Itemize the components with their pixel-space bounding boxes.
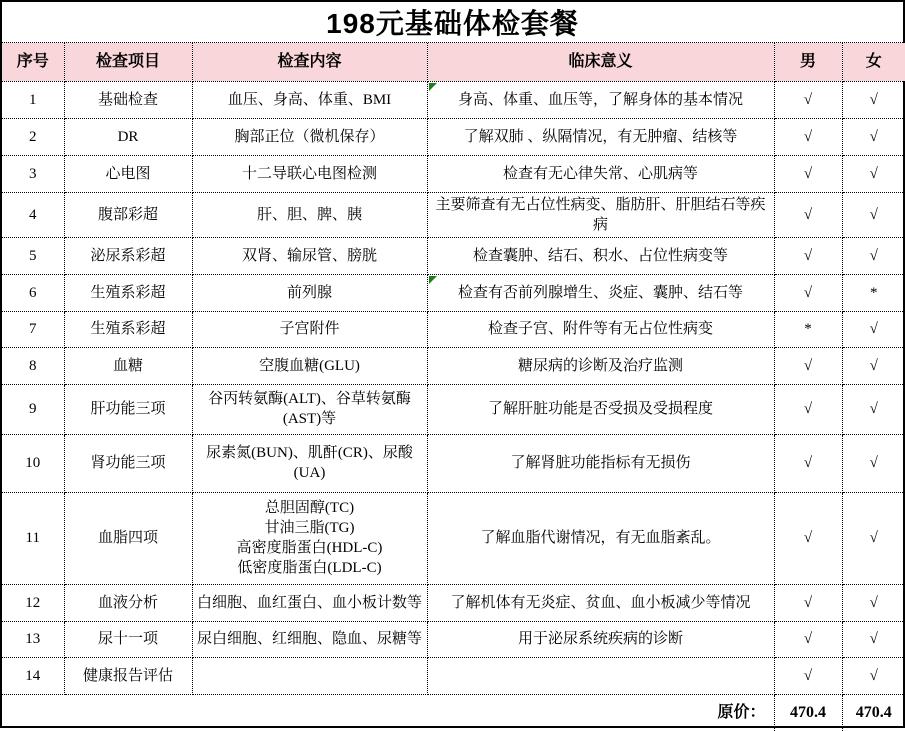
cell-clinical-meaning: [427, 237, 774, 274]
table-row: [2, 347, 905, 384]
cell-exam-item: 生殖系彩超: [64, 311, 192, 347]
table-row: [2, 384, 905, 434]
cell-male-mark: √: [774, 118, 842, 155]
cell-row-number: 2: [2, 118, 64, 155]
page-title: 198元基础体检套餐: [2, 2, 903, 43]
table-row: [2, 237, 905, 274]
cell-exam-item: 腹部彩超: [64, 192, 192, 237]
cell-male-mark: √: [774, 347, 842, 384]
clinical-meaning-text: 检查有无心律失常、心肌病等: [502, 165, 698, 182]
cell-exam-item: 血糖: [64, 347, 192, 384]
cell-clinical-meaning: [427, 434, 774, 492]
table-row: [2, 657, 905, 694]
clinical-meaning-text: 用于泌尿系统疾病的诊断: [517, 631, 683, 647]
cell-female-mark: √: [842, 311, 905, 347]
original-price-label: 原价：: [2, 694, 774, 731]
cell-male-mark: √: [774, 384, 842, 434]
exam-content-line: 低密度脂蛋白(LDL-C): [237, 560, 382, 576]
cell-female-mark: √: [842, 621, 905, 657]
cell-female-mark: √: [842, 657, 905, 694]
cell-clinical-meaning: [427, 384, 774, 434]
cell-clinical-meaning: [427, 274, 774, 311]
table-row: [2, 118, 905, 155]
table-row: [2, 492, 905, 584]
cell-clinical-meaning: [427, 192, 774, 237]
col-header-female: 女: [842, 43, 905, 81]
cell-female-mark: √: [842, 192, 905, 237]
cell-female-mark: √: [842, 492, 905, 584]
checkup-table: [2, 43, 905, 731]
cell-male-mark: √: [774, 492, 842, 584]
table-row: [2, 274, 905, 311]
cell-clinical-meaning: [427, 118, 774, 155]
cell-row-number: 13: [2, 621, 64, 657]
cell-clinical-meaning: [427, 621, 774, 657]
cell-clinical-meaning: [427, 311, 774, 347]
cell-row-number: 9: [2, 384, 64, 434]
cell-female-mark: √: [842, 434, 905, 492]
cell-row-number: 8: [2, 347, 64, 384]
cell-male-mark: √: [774, 274, 842, 311]
cell-exam-item: 健康报告评估: [64, 657, 192, 694]
clinical-meaning-text: 检查子宫、附件等有无占位性病变: [487, 321, 713, 337]
cell-exam-item: DR: [64, 118, 192, 155]
cell-exam-item: 生殖系彩超: [64, 274, 192, 311]
col-header-content: 检查内容: [192, 43, 427, 81]
cell-exam-item: 尿十一项: [64, 621, 192, 657]
cell-row-number: 7: [2, 311, 64, 347]
cell-exam-item: 基础检查: [64, 81, 192, 118]
cell-male-mark: √: [774, 621, 842, 657]
cell-clinical-meaning: [427, 155, 774, 192]
cell-exam-content: [192, 657, 427, 694]
cell-female-mark: *: [842, 274, 905, 311]
cell-exam-content: 白细胞、血红蛋白、血小板计数等: [192, 584, 427, 621]
cell-female-mark: √: [842, 237, 905, 274]
exam-content-line: 高密度脂蛋白(HDL-C): [236, 540, 383, 556]
table-header: [2, 43, 905, 81]
cell-female-mark: √: [842, 584, 905, 621]
cell-male-mark: √: [774, 584, 842, 621]
comment-marker-icon: [429, 276, 437, 284]
cell-exam-item: 血液分析: [64, 584, 192, 621]
exam-content-line: 甘油三脂(TG): [264, 520, 355, 536]
table-row: [2, 584, 905, 621]
cell-clinical-meaning: [427, 657, 774, 694]
table-row: [2, 311, 905, 347]
cell-female-mark: √: [842, 347, 905, 384]
cell-exam-content: 十二导联心电图检测: [192, 155, 427, 192]
clinical-meaning-text: 主要筛查有无占位性病变、脂肪肝、肝胆结石等疾病: [435, 196, 766, 233]
clinical-meaning-text: 了解机体有无炎症、贫血、血小板减少等情况: [450, 594, 751, 611]
table-row: [2, 192, 905, 237]
clinical-meaning-text: 检查囊肿、结石、积水、占位性病变等: [472, 247, 728, 264]
cell-male-mark: √: [774, 155, 842, 192]
cell-row-number: 11: [2, 492, 64, 584]
cell-row-number: 6: [2, 274, 64, 311]
cell-female-mark: √: [842, 155, 905, 192]
clinical-meaning-text: 了解肝脏功能是否受损及受损程度: [487, 401, 713, 417]
cell-row-number: 14: [2, 657, 64, 694]
clinical-meaning-text: 身高、体重、血压等，了解身体的基本情况: [457, 91, 743, 108]
cell-female-mark: √: [842, 81, 905, 118]
original-price-female: 470.4: [842, 694, 905, 731]
cell-exam-content: 空腹血糖(GLU): [192, 347, 427, 384]
original-price-male: 470.4: [774, 694, 842, 731]
clinical-meaning-text: 了解肾脏功能指标有无损伤: [510, 455, 691, 471]
cell-exam-item: 泌尿系彩超: [64, 237, 192, 274]
cell-male-mark: √: [774, 81, 842, 118]
comment-marker-icon: [429, 83, 437, 91]
cell-row-number: 12: [2, 584, 64, 621]
cell-exam-content: 谷丙转氨酶(ALT)、谷草转氨酶(AST)等: [192, 384, 427, 434]
table-row: [2, 81, 905, 118]
footer-row: [2, 694, 905, 731]
table-row: [2, 621, 905, 657]
cell-row-number: 3: [2, 155, 64, 192]
clinical-meaning-text: 糖尿病的诊断及治疗监测: [517, 357, 683, 374]
cell-exam-content: [192, 492, 427, 584]
cell-row-number: 4: [2, 192, 64, 237]
cell-exam-content: 尿白细胞、红细胞、隐血、尿糖等: [192, 621, 427, 657]
exam-content-line: 总胆固醇(TC): [264, 500, 355, 516]
cell-exam-content: 血压、身高、体重、BMI: [192, 81, 427, 118]
col-header-no: 序号: [2, 43, 64, 81]
cell-exam-content: 子宫附件: [192, 311, 427, 347]
cell-exam-content: 胸部正位（微机保存）: [192, 118, 427, 155]
cell-exam-item: 心电图: [64, 155, 192, 192]
cell-row-number: 10: [2, 434, 64, 492]
table-body: [2, 81, 905, 694]
col-header-meaning: 临床意义: [427, 43, 774, 81]
cell-exam-item: 肝功能三项: [64, 384, 192, 434]
table-footer: [2, 694, 905, 731]
cell-female-mark: √: [842, 384, 905, 434]
cell-row-number: 1: [2, 81, 64, 118]
clinical-meaning-text: 了解血脂代谢情况，有无血脂紊乱。: [480, 530, 721, 546]
cell-male-mark: √: [774, 237, 842, 274]
cell-female-mark: √: [842, 118, 905, 155]
cell-exam-content: 肝、胆、脾、胰: [192, 192, 427, 237]
cell-exam-content: 尿素氮(BUN)、肌酐(CR)、尿酸(UA): [192, 434, 427, 492]
cell-exam-item: 肾功能三项: [64, 434, 192, 492]
clinical-meaning-text: 了解双肺 、纵隔情况，有无肿瘤、结核等: [463, 128, 738, 145]
cell-male-mark: *: [774, 311, 842, 347]
cell-clinical-meaning: [427, 492, 774, 584]
cell-exam-content: 双肾、输尿管、膀胱: [192, 237, 427, 274]
cell-row-number: 5: [2, 237, 64, 274]
table-row: [2, 155, 905, 192]
cell-exam-item: 血脂四项: [64, 492, 192, 584]
cell-clinical-meaning: [427, 81, 774, 118]
cell-exam-content: 前列腺: [192, 274, 427, 311]
header-row: [2, 43, 905, 81]
col-header-male: 男: [774, 43, 842, 81]
cell-male-mark: √: [774, 192, 842, 237]
cell-clinical-meaning: [427, 584, 774, 621]
col-header-item: 检查项目: [64, 43, 192, 81]
cell-clinical-meaning: [427, 347, 774, 384]
cell-male-mark: √: [774, 434, 842, 492]
cell-male-mark: √: [774, 657, 842, 694]
table-row: [2, 434, 905, 492]
clinical-meaning-text: 检查有否前列腺增生、炎症、囊肿、结石等: [457, 284, 743, 301]
